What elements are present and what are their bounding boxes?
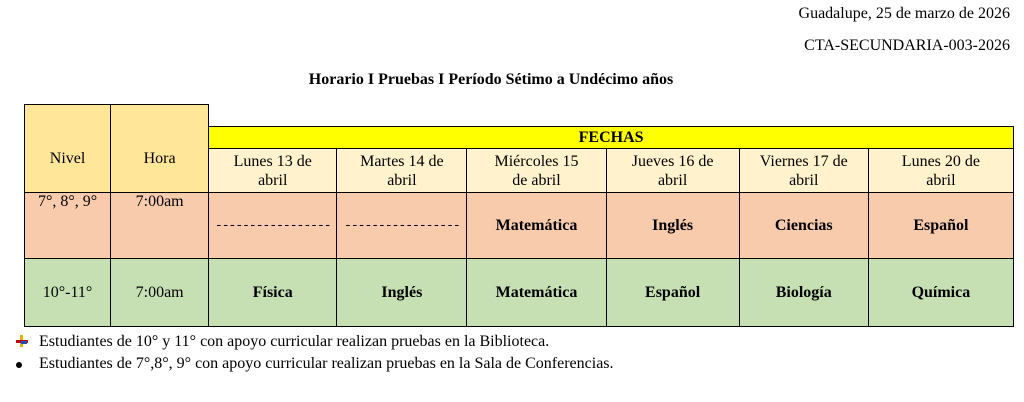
round-bullet-icon <box>16 362 22 368</box>
exam-cell: Inglés <box>606 193 739 259</box>
hora-cell: 7:00am <box>111 193 209 259</box>
list-item <box>14 354 614 376</box>
list-item <box>14 332 614 354</box>
date-header-1: Lunes 13 de abril <box>209 149 337 193</box>
hora-header: Hora <box>111 105 209 193</box>
document-date: Guadalupe, 25 de marzo de 2026 <box>798 5 1010 22</box>
exam-cell: Biología <box>739 259 868 327</box>
exam-cell: ----------------- <box>337 193 467 259</box>
nivel-header: Nivel <box>25 105 111 193</box>
date-header-3: Miércoles 15 de abril <box>467 149 606 193</box>
date-header-2: Martes 14 de abril <box>337 149 467 193</box>
date-header-6: Lunes 20 de abril <box>868 149 1013 193</box>
note-text: Estudiantes de 7°,8°, 9° con apoyo curricular realizan pruebas en la Sala de Conferencias. <box>39 355 614 372</box>
schedule-table <box>24 104 1014 327</box>
exam-cell: Español <box>868 193 1013 259</box>
exam-cell: Ciencias <box>739 193 868 259</box>
document-title: Horario I Pruebas I Período Sétimo a Undécimo años <box>308 71 674 88</box>
hora-cell: 7:00am <box>111 259 209 327</box>
nivel-cell: 7°, 8°, 9° <box>25 193 111 259</box>
exam-cell: Química <box>868 259 1013 327</box>
exam-cell: Español <box>606 259 739 327</box>
exam-cell: Física <box>209 259 337 327</box>
date-header-4: Jueves 16 de abril <box>606 149 739 193</box>
exam-cell: Matemática <box>467 193 606 259</box>
nivel-cell: 10°-11° <box>25 259 111 327</box>
table-row <box>25 259 1014 327</box>
notes-list <box>14 332 614 376</box>
exam-cell: ----------------- <box>209 193 337 259</box>
exam-cell: Inglés <box>337 259 467 327</box>
fechas-header: FECHAS <box>209 127 1014 149</box>
exam-cell: Matemática <box>467 259 606 327</box>
plus-bullet-icon <box>16 335 28 347</box>
document-code: CTA-SECUNDARIA-003-2026 <box>804 37 1010 54</box>
date-header-5: Viernes 17 de abril <box>739 149 868 193</box>
note-text: Estudiantes de 10° y 11° con apoyo curricular realizan pruebas en la Biblioteca. <box>39 333 550 350</box>
table-row <box>25 193 1014 259</box>
